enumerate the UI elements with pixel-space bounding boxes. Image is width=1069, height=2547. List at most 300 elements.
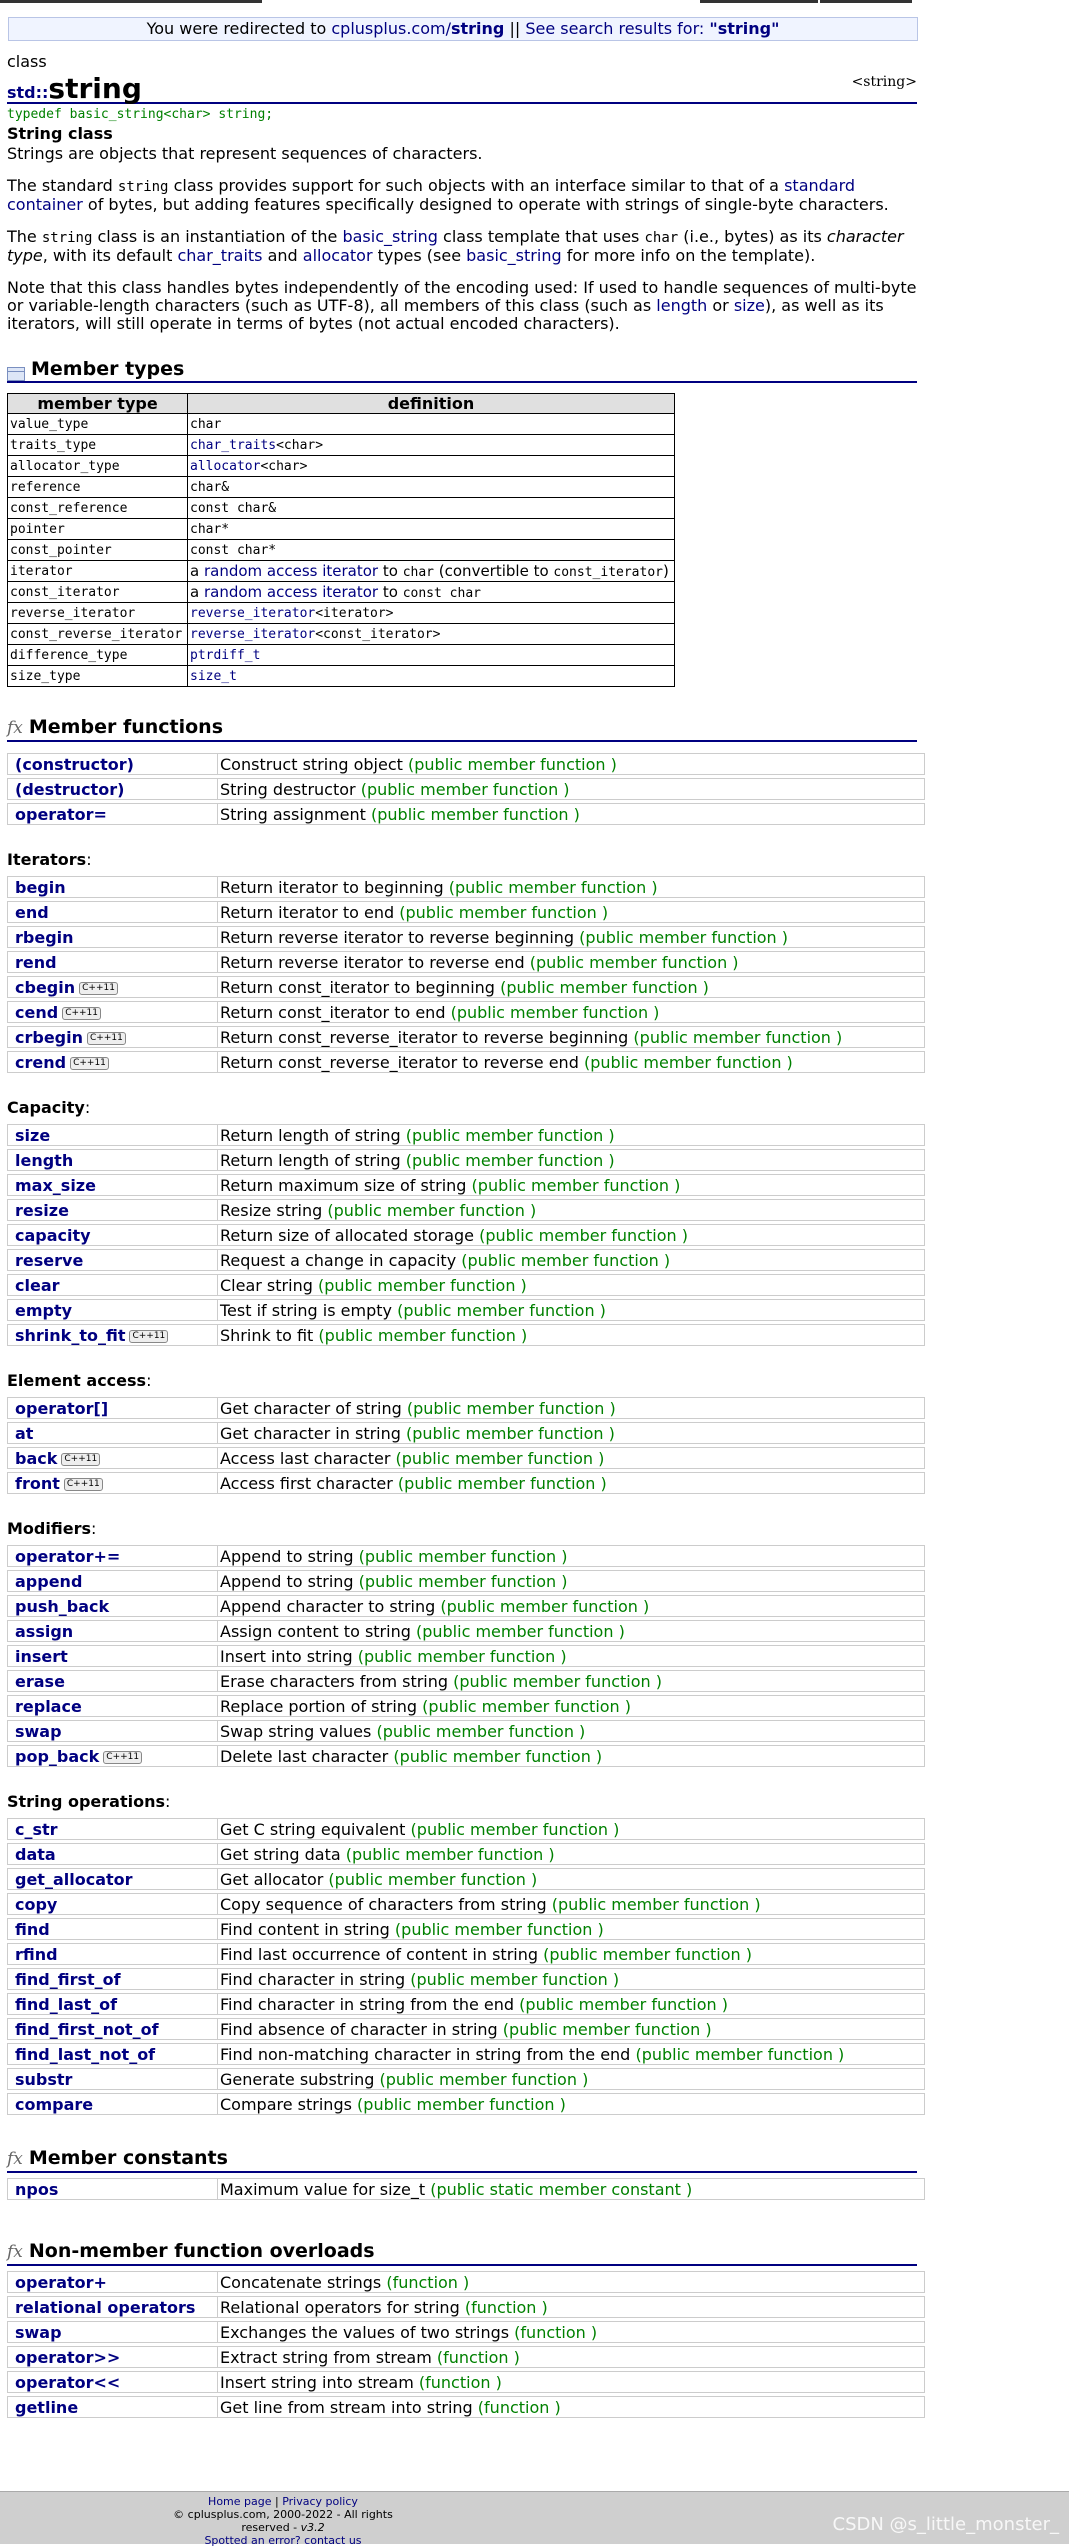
function-description-cell: [217, 778, 925, 800]
function-name-cell[interactable]: [7, 1745, 217, 1767]
function-description: Insert into string: [220, 1646, 353, 1666]
function-name-cell[interactable]: [7, 2296, 217, 2318]
table-row: [7, 1968, 925, 1990]
function-kind: (public member function ): [502, 2019, 712, 2039]
function-name-cell[interactable]: [7, 1397, 217, 1419]
function-link[interactable]: size: [15, 1125, 51, 1145]
function-kind: (public member function ): [379, 2069, 589, 2089]
home-page-link[interactable]: Home page: [208, 2495, 272, 2508]
table-row: [8, 519, 675, 540]
function-kind: (public member function ): [422, 1696, 632, 1716]
definition-cell: [188, 519, 675, 540]
function-kind: (public member function ): [357, 2094, 566, 2114]
code-text: const char*: [190, 542, 277, 558]
function-link[interactable]: find_last_not_of: [15, 2044, 156, 2064]
page-footer: Home page | Privacy policy © cplusplus.com, 2000-2022 - All rights reserved - v3.2 Spotted an error? contact us: [0, 2491, 1069, 2544]
cpp11-tag: C++11: [64, 1478, 103, 1491]
prose-text: (convertible to: [434, 562, 554, 580]
function-kind: (public member function ): [583, 1052, 793, 1072]
function-description: Extract string from stream: [220, 2347, 432, 2367]
function-name-cell[interactable]: [7, 1199, 217, 1221]
function-kind: (public member function ): [393, 1746, 603, 1766]
redirect-link[interactable]: cplusplus.com/string: [331, 19, 505, 38]
table-row: [7, 876, 925, 898]
function-name-cell[interactable]: [7, 1324, 217, 1346]
class-name: string: [48, 72, 142, 105]
function-link[interactable]: crend: [15, 1052, 67, 1072]
member-type-cell: const_reverse_iterator: [8, 624, 188, 645]
function-kind: (public member function ): [397, 1300, 606, 1320]
function-name-cell[interactable]: [7, 1026, 217, 1048]
function-description-cell: [217, 876, 925, 898]
function-link[interactable]: operator[]: [15, 1398, 109, 1418]
table-row: [8, 624, 675, 645]
function-kind: (public member function ): [406, 1423, 615, 1443]
function-link[interactable]: crbegin: [15, 1027, 84, 1047]
function-name-cell[interactable]: [7, 1001, 217, 1023]
function-description: String assignment: [220, 804, 366, 824]
function-description: Return const_iterator to beginning: [220, 977, 495, 997]
function-link[interactable]: erase: [15, 1671, 65, 1691]
function-kind: (public member function ): [405, 1125, 615, 1145]
function-description-cell: [217, 1993, 925, 2015]
function-link[interactable]: get_allocator: [15, 1869, 133, 1889]
function-name-cell[interactable]: [7, 1570, 217, 1592]
function-icon: fx: [7, 718, 23, 738]
entity-kind: class: [7, 52, 47, 71]
function-link[interactable]: operator+=: [15, 1546, 121, 1566]
function-description-cell: [217, 803, 925, 825]
function-link[interactable]: rbegin: [15, 927, 74, 947]
table-row: [7, 951, 925, 973]
member-type-cell: difference_type: [8, 645, 188, 666]
function-name-cell[interactable]: [7, 2068, 217, 2090]
function-link[interactable]: rend: [15, 952, 57, 972]
table-row: [7, 1174, 925, 1196]
function-description-cell: [217, 1199, 925, 1221]
type-link[interactable]: allocator: [190, 458, 261, 474]
function-link[interactable]: push_back: [15, 1596, 110, 1616]
function-description-cell: [217, 1026, 925, 1048]
function-kind: (public member function ): [357, 1646, 567, 1666]
function-name-cell[interactable]: [7, 901, 217, 923]
function-kind: (public member function ): [440, 1596, 650, 1616]
function-description-cell: [217, 2396, 925, 2418]
function-name-cell[interactable]: [7, 1051, 217, 1073]
char-traits-link[interactable]: char_traits: [177, 246, 263, 265]
function-description: Shrink to fit: [220, 1325, 314, 1345]
length-link[interactable]: length: [656, 296, 708, 315]
type-link[interactable]: reverse_iterator: [190, 626, 316, 642]
member-types-table: [7, 393, 675, 687]
function-name-cell[interactable]: [7, 2346, 217, 2368]
table-row: [8, 561, 675, 582]
table-row: [7, 1868, 925, 1890]
function-description-cell: [217, 1843, 925, 1865]
function-name-cell[interactable]: [7, 1943, 217, 1965]
function-description-cell: [217, 926, 925, 948]
function-description-cell: [217, 1001, 925, 1023]
function-description: Return maximum size of string: [220, 1175, 467, 1195]
function-name-cell[interactable]: [7, 1472, 217, 1494]
table-row: [7, 1670, 925, 1692]
function-kind: (public member function ): [500, 977, 709, 997]
table-row: [8, 582, 675, 603]
function-link[interactable]: at: [15, 1423, 34, 1443]
function-name-cell[interactable]: [7, 753, 217, 775]
function-description: Append character to string: [220, 1596, 436, 1616]
function-link[interactable]: front: [15, 1473, 60, 1493]
function-description: Find character in string from the end: [220, 1994, 515, 2014]
table-row: [7, 901, 925, 923]
table-row: [7, 2321, 925, 2343]
function-kind: (public static member constant ): [430, 2179, 693, 2199]
redirect-notice: [8, 17, 918, 41]
table-row: [7, 753, 925, 775]
function-name-cell[interactable]: [7, 2271, 217, 2293]
function-link[interactable]: copy: [15, 1894, 58, 1914]
function-name-cell[interactable]: [7, 1645, 217, 1667]
function-description-cell: [217, 1943, 925, 1965]
function-description-cell: [217, 1918, 925, 1940]
table-row: [7, 2068, 925, 2090]
table-row: [7, 1843, 925, 1865]
function-link[interactable]: length: [15, 1150, 74, 1170]
function-description: Access first character: [220, 1473, 393, 1493]
table-row: [7, 1199, 925, 1221]
function-name-cell[interactable]: [7, 1868, 217, 1890]
function-link[interactable]: pop_back: [15, 1746, 100, 1766]
function-description: Find non-matching character in string from the end: [220, 2044, 631, 2064]
function-description: Test if string is empty: [220, 1300, 392, 1320]
group-heading: String operations:: [7, 1792, 171, 1811]
function-name-cell[interactable]: [7, 2371, 217, 2393]
function-link[interactable]: operator<<: [15, 2372, 121, 2392]
function-description-cell: [217, 951, 925, 973]
function-link[interactable]: replace: [15, 1696, 82, 1716]
function-icon: fx: [7, 2149, 23, 2169]
basic-string-link[interactable]: basic_string: [342, 227, 438, 246]
function-link[interactable]: operator>>: [15, 2347, 121, 2367]
function-kind: (public member function ): [358, 1546, 568, 1566]
function-name-cell[interactable]: [7, 2018, 217, 2040]
function-description-cell: [217, 1968, 925, 1990]
function-link[interactable]: find_last_of: [15, 1994, 118, 2014]
table-row: [7, 803, 925, 825]
function-link[interactable]: npos: [15, 2179, 59, 2199]
table-row: [7, 2296, 925, 2318]
prose-text: a: [190, 583, 204, 601]
cpp11-tag: C++11: [62, 1007, 101, 1020]
function-link[interactable]: swap: [15, 1721, 62, 1741]
function-link[interactable]: operator=: [15, 804, 107, 824]
definition-cell: [188, 477, 675, 498]
member-type-cell: size_type: [8, 666, 188, 687]
function-name-cell[interactable]: [7, 1422, 217, 1444]
table-row: [8, 666, 675, 687]
definition-cell: [188, 603, 675, 624]
function-link[interactable]: getline: [15, 2397, 79, 2417]
function-link[interactable]: shrink_to_fit: [15, 1325, 126, 1345]
function-link[interactable]: find_first_not_of: [15, 2019, 159, 2039]
function-name-cell[interactable]: [7, 1149, 217, 1171]
function-kind: (public member function ): [345, 1844, 555, 1864]
cpp11-tag: C++11: [61, 1453, 100, 1466]
function-kind: (public member function ): [479, 1225, 688, 1245]
function-link[interactable]: append: [15, 1571, 83, 1591]
function-kind: (public member function ): [408, 754, 617, 774]
function-description: Compare strings: [220, 2094, 352, 2114]
function-kind: (public member function ): [448, 877, 658, 897]
function-name-cell[interactable]: [7, 1224, 217, 1246]
function-name-cell[interactable]: [7, 1174, 217, 1196]
definition-cell: [188, 582, 675, 603]
function-link[interactable]: cbegin: [15, 977, 76, 997]
function-name-cell[interactable]: [7, 1249, 217, 1271]
type-link[interactable]: ptrdiff_t: [190, 647, 261, 663]
function-name-cell[interactable]: [7, 803, 217, 825]
function-link[interactable]: c_str: [15, 1819, 58, 1839]
function-link[interactable]: operator+: [15, 2272, 107, 2292]
table-row: [7, 2371, 925, 2393]
table-row: [7, 1720, 925, 1742]
function-kind: (public member function ): [376, 1721, 586, 1741]
function-name-cell[interactable]: [7, 1595, 217, 1617]
function-link[interactable]: (destructor): [15, 779, 125, 799]
main-content: [7, 52, 917, 2421]
function-description: Return const_reverse_iterator to reverse end: [220, 1052, 579, 1072]
function-description: Request a change in capacity: [220, 1250, 457, 1270]
function-description: Return const_iterator to end: [220, 1002, 446, 1022]
basic-string-link-2[interactable]: basic_string: [466, 246, 562, 265]
top-edge-bar: [0, 0, 1069, 4]
function-link[interactable]: reserve: [15, 1250, 84, 1270]
function-name-cell[interactable]: [7, 2043, 217, 2065]
function-kind: (public member function ): [394, 1919, 604, 1939]
function-description: Return length of string: [220, 1150, 401, 1170]
code-text: <iterator>: [315, 605, 394, 621]
concept-link[interactable]: random access iterator: [203, 583, 379, 601]
table-row: [7, 1274, 925, 1296]
cpp11-tag: C++11: [103, 1751, 142, 1764]
function-kind: (function ): [418, 2372, 502, 2392]
table-row: [8, 603, 675, 624]
cpp11-tag: C++11: [70, 1057, 109, 1070]
table-row: [7, 1299, 925, 1321]
prose-text: ): [662, 562, 669, 580]
type-link[interactable]: size_t: [190, 668, 237, 684]
size-link[interactable]: size: [733, 296, 765, 315]
concept-link[interactable]: random access iterator: [203, 562, 379, 580]
table-row: [7, 1397, 925, 1419]
function-link[interactable]: end: [15, 902, 49, 922]
header-file: <string>: [851, 74, 917, 90]
function-name-cell[interactable]: [7, 1818, 217, 1840]
function-description: String destructor: [220, 779, 356, 799]
function-name-cell[interactable]: [7, 876, 217, 898]
group-heading: Iterators:: [7, 850, 92, 869]
function-name-cell[interactable]: [7, 1447, 217, 1469]
cpp11-tag: C++11: [79, 982, 118, 995]
function-name-cell[interactable]: [7, 1993, 217, 2015]
function-link[interactable]: (constructor): [15, 754, 134, 774]
function-kind: (function ): [477, 2397, 561, 2417]
table-row: [7, 1001, 925, 1023]
function-name-cell[interactable]: [7, 2396, 217, 2418]
function-name-cell[interactable]: [7, 1545, 217, 1567]
function-description-cell: [217, 1670, 925, 1692]
function-kind: (public member function ): [328, 1869, 538, 1889]
table-row: [7, 1818, 925, 1840]
function-kind: (function ): [464, 2297, 548, 2317]
function-description: Exchanges the values of two strings: [220, 2322, 510, 2342]
member-type-cell: const_iterator: [8, 582, 188, 603]
function-link[interactable]: cend: [15, 1002, 59, 1022]
function-description: Return size of allocated storage: [220, 1225, 475, 1245]
table-row: [7, 2018, 925, 2040]
search-results-link[interactable]: See search results for: "string": [525, 19, 780, 38]
member-type-cell: value_type: [8, 414, 188, 435]
function-link[interactable]: compare: [15, 2094, 94, 2114]
table-icon: [7, 363, 25, 377]
namespace-link[interactable]: std::: [7, 83, 49, 102]
function-description: Relational operators for string: [220, 2297, 460, 2317]
function-link[interactable]: swap: [15, 2322, 62, 2342]
function-description-cell: [217, 1868, 925, 1890]
table-row: [7, 1993, 925, 2015]
table-row: [7, 1472, 925, 1494]
function-kind: (public member function ): [410, 1819, 620, 1839]
function-link[interactable]: find_first_of: [15, 1969, 121, 1989]
contact-link[interactable]: Spotted an error? contact us: [204, 2534, 362, 2547]
function-description: Construct string object: [220, 754, 403, 774]
function-name-cell[interactable]: [7, 1670, 217, 1692]
function-name-cell[interactable]: [7, 1620, 217, 1642]
function-kind: (public member function ): [579, 927, 789, 947]
function-name-cell[interactable]: [7, 1918, 217, 1940]
function-name-cell[interactable]: [7, 1124, 217, 1146]
function-description: Concatenate strings: [220, 2272, 382, 2292]
function-description-cell: [217, 901, 925, 923]
nonmember-table: [7, 2268, 925, 2421]
function-kind: (public member function ): [543, 1944, 752, 1964]
type-link[interactable]: reverse_iterator: [190, 605, 316, 621]
table-row: [8, 435, 675, 456]
definition-cell: [188, 645, 675, 666]
function-description-cell: [217, 2321, 925, 2343]
function-kind: (public member function ): [519, 1994, 728, 2014]
table-row: [7, 976, 925, 998]
function-link[interactable]: relational operators: [15, 2297, 196, 2317]
table-row: [7, 2346, 925, 2368]
function-name-cell[interactable]: [7, 2178, 217, 2200]
function-link[interactable]: empty: [15, 1300, 73, 1320]
function-description-cell: [217, 753, 925, 775]
function-link[interactable]: substr: [15, 2069, 73, 2089]
group-heading: Element access:: [7, 1371, 152, 1390]
cpp11-tag: C++11: [87, 1032, 126, 1045]
function-link[interactable]: clear: [15, 1275, 60, 1295]
function-link[interactable]: resize: [15, 1200, 69, 1220]
function-description-cell: [217, 1324, 925, 1346]
function-kind: (public member function ): [635, 2044, 845, 2064]
table-row: [7, 1447, 925, 1469]
member-type-header: member type: [8, 394, 188, 414]
function-description: Return iterator to beginning: [220, 877, 444, 897]
function-description: Return reverse iterator to reverse beginning: [220, 927, 575, 947]
function-name-cell[interactable]: [7, 1843, 217, 1865]
code-text: char: [402, 565, 435, 580]
function-description-cell: [217, 1397, 925, 1419]
function-name-cell[interactable]: [7, 1968, 217, 1990]
table-row: [7, 1745, 925, 1767]
function-name-cell[interactable]: [7, 2093, 217, 2115]
allocator-link[interactable]: allocator: [302, 246, 373, 265]
function-name-cell[interactable]: [7, 1695, 217, 1717]
function-name-cell[interactable]: [7, 926, 217, 948]
function-description: Find content in string: [220, 1919, 390, 1939]
function-name-cell[interactable]: [7, 2321, 217, 2343]
function-name-cell[interactable]: [7, 1299, 217, 1321]
function-table: [7, 1394, 925, 1497]
function-name-cell[interactable]: [7, 1893, 217, 1915]
definition-cell: [188, 435, 675, 456]
function-name-cell[interactable]: [7, 976, 217, 998]
function-description: Clear string: [220, 1275, 313, 1295]
privacy-policy-link[interactable]: Privacy policy: [282, 2495, 358, 2508]
function-kind: (function ): [386, 2272, 470, 2292]
function-name-cell[interactable]: [7, 778, 217, 800]
function-description-cell: [217, 2346, 925, 2368]
function-link[interactable]: data: [15, 1844, 56, 1864]
redirect-prefix: You were redirected to: [146, 19, 332, 38]
standard-container-link[interactable]: standard container: [7, 176, 856, 214]
csdn-watermark: CSDN @s_little_monster_: [832, 2514, 1059, 2535]
function-name-cell[interactable]: [7, 1720, 217, 1742]
function-description-cell: [217, 1645, 925, 1667]
class-subtitle: String class: [7, 124, 113, 143]
function-kind: (function ): [436, 2347, 520, 2367]
function-name-cell[interactable]: [7, 1274, 217, 1296]
function-description-cell: [217, 2018, 925, 2040]
function-link[interactable]: find: [15, 1919, 50, 1939]
member-constants-table: [7, 2175, 925, 2203]
table-row: [7, 778, 925, 800]
function-table: [7, 1121, 925, 1349]
member-type-cell: reverse_iterator: [8, 603, 188, 624]
type-link[interactable]: char_traits: [190, 437, 277, 453]
prose-text: a: [190, 562, 204, 580]
table-row: [7, 2396, 925, 2418]
function-link[interactable]: begin: [15, 877, 66, 897]
function-link[interactable]: insert: [15, 1646, 68, 1666]
function-link[interactable]: max_size: [15, 1175, 96, 1195]
function-link[interactable]: assign: [15, 1621, 74, 1641]
member-type-cell: allocator_type: [8, 456, 188, 477]
function-description: Get character in string: [220, 1423, 401, 1443]
member-types-heading: Member types: [7, 357, 917, 383]
function-kind: (public member function ): [399, 902, 609, 922]
function-name-cell[interactable]: [7, 951, 217, 973]
function-link[interactable]: capacity: [15, 1225, 91, 1245]
member-functions-heading: fx Member functions: [7, 715, 917, 742]
function-link[interactable]: rfind: [15, 1944, 58, 1964]
function-link[interactable]: back: [15, 1448, 58, 1468]
function-description: Find character in string: [220, 1969, 406, 1989]
function-kind: (public member function ): [529, 952, 739, 972]
function-description-cell: [217, 1472, 925, 1494]
function-description-cell: [217, 1545, 925, 1567]
